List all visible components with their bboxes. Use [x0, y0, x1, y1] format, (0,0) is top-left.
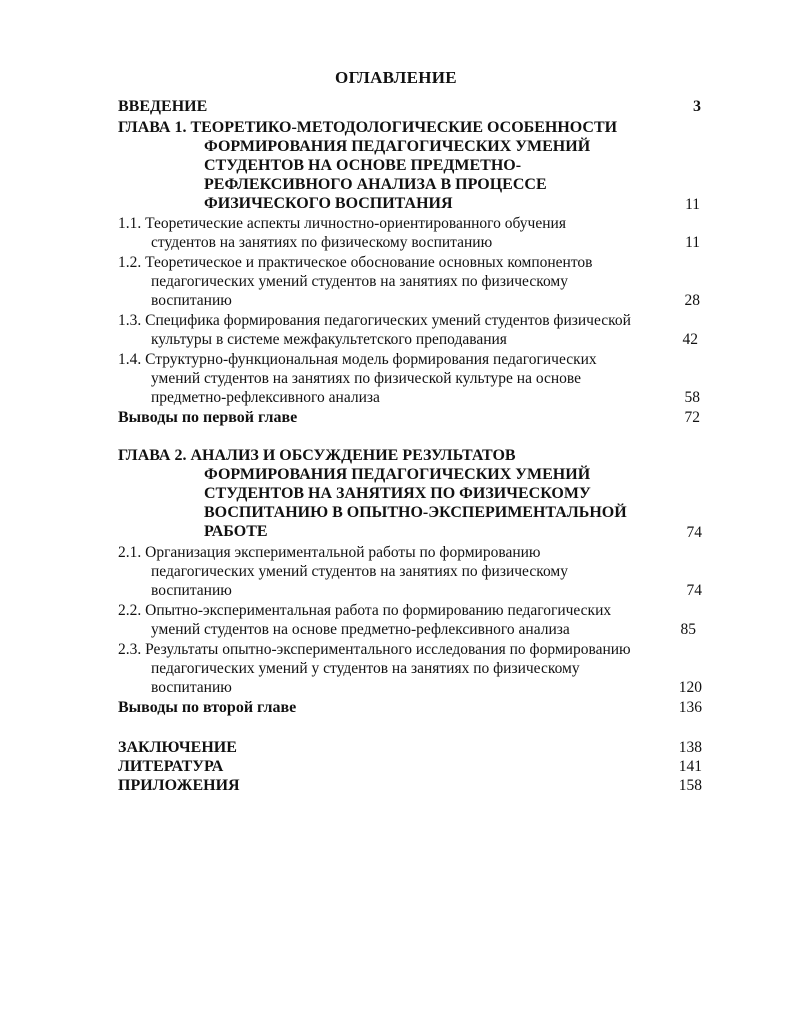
section-page: 11: [685, 234, 700, 251]
chapter2-heading-line: ВОСПИТАНИЮ В ОПЫТНО-ЭКСПЕРИМЕНТАЛЬНОЙ: [204, 504, 627, 521]
section-page: 42: [682, 331, 698, 348]
chapter1-conclusion-page: 72: [684, 409, 700, 426]
chapter2-page: 74: [686, 524, 702, 541]
toc-intro-label: ВВЕДЕНИЕ: [118, 98, 208, 115]
toc-title: ОГЛАВЛЕНИЕ: [335, 68, 457, 87]
section-page: 120: [678, 679, 702, 696]
section-line: 2.1. Организация экспериментальной работы по формированию: [118, 544, 541, 561]
section-line: педагогических умений студентов на занятиях по физическому: [151, 273, 568, 290]
chapter1-heading-line: РЕФЛЕКСИВНОГО АНАЛИЗА В ПРОЦЕССЕ: [204, 176, 547, 193]
section-page: 28: [684, 292, 700, 309]
section-line: педагогических умений студентов на занятиях по физическому: [151, 563, 568, 580]
back-matter-label: ЛИТЕРАТУРА: [118, 758, 224, 775]
chapter2-conclusion-page: 136: [678, 699, 702, 716]
section-line: 1.3. Специфика формирования педагогических умений студентов физической: [118, 312, 631, 329]
section-line: умений студентов на основе предметно-рефлексивного анализа: [151, 621, 570, 638]
section-line: воспитанию: [151, 582, 232, 599]
back-matter-page: 138: [678, 739, 702, 756]
chapter1-heading-line: ФОРМИРОВАНИЯ ПЕДАГОГИЧЕСКИХ УМЕНИЙ: [204, 138, 591, 155]
toc-intro-page: 3: [693, 98, 701, 115]
section-line: 1.1. Теоретические аспекты личностно-ориентированного обучения: [118, 215, 566, 232]
chapter1-heading-line: ФИЗИЧЕСКОГО ВОСПИТАНИЯ: [204, 195, 453, 212]
back-matter-label: ЗАКЛЮЧЕНИЕ: [118, 739, 237, 756]
chapter2-conclusion-label: Выводы по второй главе: [118, 699, 297, 716]
back-matter-label: ПРИЛОЖЕНИЯ: [118, 777, 240, 794]
chapter2-heading-line: ГЛАВА 2. АНАЛИЗ И ОБСУЖДЕНИЕ РЕЗУЛЬТАТОВ: [118, 447, 516, 464]
section-line: предметно-рефлексивного анализа: [151, 389, 380, 406]
chapter1-conclusion-label: Выводы по первой главе: [118, 409, 298, 426]
section-line: 1.4. Структурно-функциональная модель формирования педагогических: [118, 351, 597, 368]
section-page: 74: [686, 582, 702, 599]
chapter1-page: 11: [685, 196, 700, 213]
section-line: 2.3. Результаты опытно-экспериментального исследования по формированию: [118, 641, 631, 658]
section-line: культуры в системе межфакультетского преподавания: [151, 331, 507, 348]
section-line: воспитанию: [151, 292, 232, 309]
chapter2-heading-line: СТУДЕНТОВ НА ЗАНЯТИЯХ ПО ФИЗИЧЕСКОМУ: [204, 485, 591, 502]
section-line: воспитанию: [151, 679, 232, 696]
back-matter-page: 141: [678, 758, 702, 775]
section-line: 1.2. Теоретическое и практическое обоснование основных компонентов: [118, 254, 593, 271]
chapter1-heading-line: СТУДЕНТОВ НА ОСНОВЕ ПРЕДМЕТНО-: [204, 157, 522, 174]
back-matter-page: 158: [678, 777, 702, 794]
section-page: 85: [680, 621, 696, 638]
section-line: умений студентов на занятиях по физической культуре на основе: [151, 370, 582, 387]
chapter2-heading-line: РАБОТЕ: [204, 523, 268, 540]
section-line: педагогических умений у студентов на занятиях по физическому: [151, 660, 580, 677]
section-line: студентов на занятиях по физическому воспитанию: [151, 234, 493, 251]
chapter1-heading-line: ГЛАВА 1. ТЕОРЕТИКО-МЕТОДОЛОГИЧЕСКИЕ ОСОБЕННОСТИ: [118, 119, 618, 136]
section-page: 58: [684, 389, 700, 406]
chapter2-heading-line: ФОРМИРОВАНИЯ ПЕДАГОГИЧЕСКИХ УМЕНИЙ: [204, 466, 591, 483]
section-line: 2.2. Опытно-экспериментальная работа по формированию педагогических: [118, 602, 612, 619]
